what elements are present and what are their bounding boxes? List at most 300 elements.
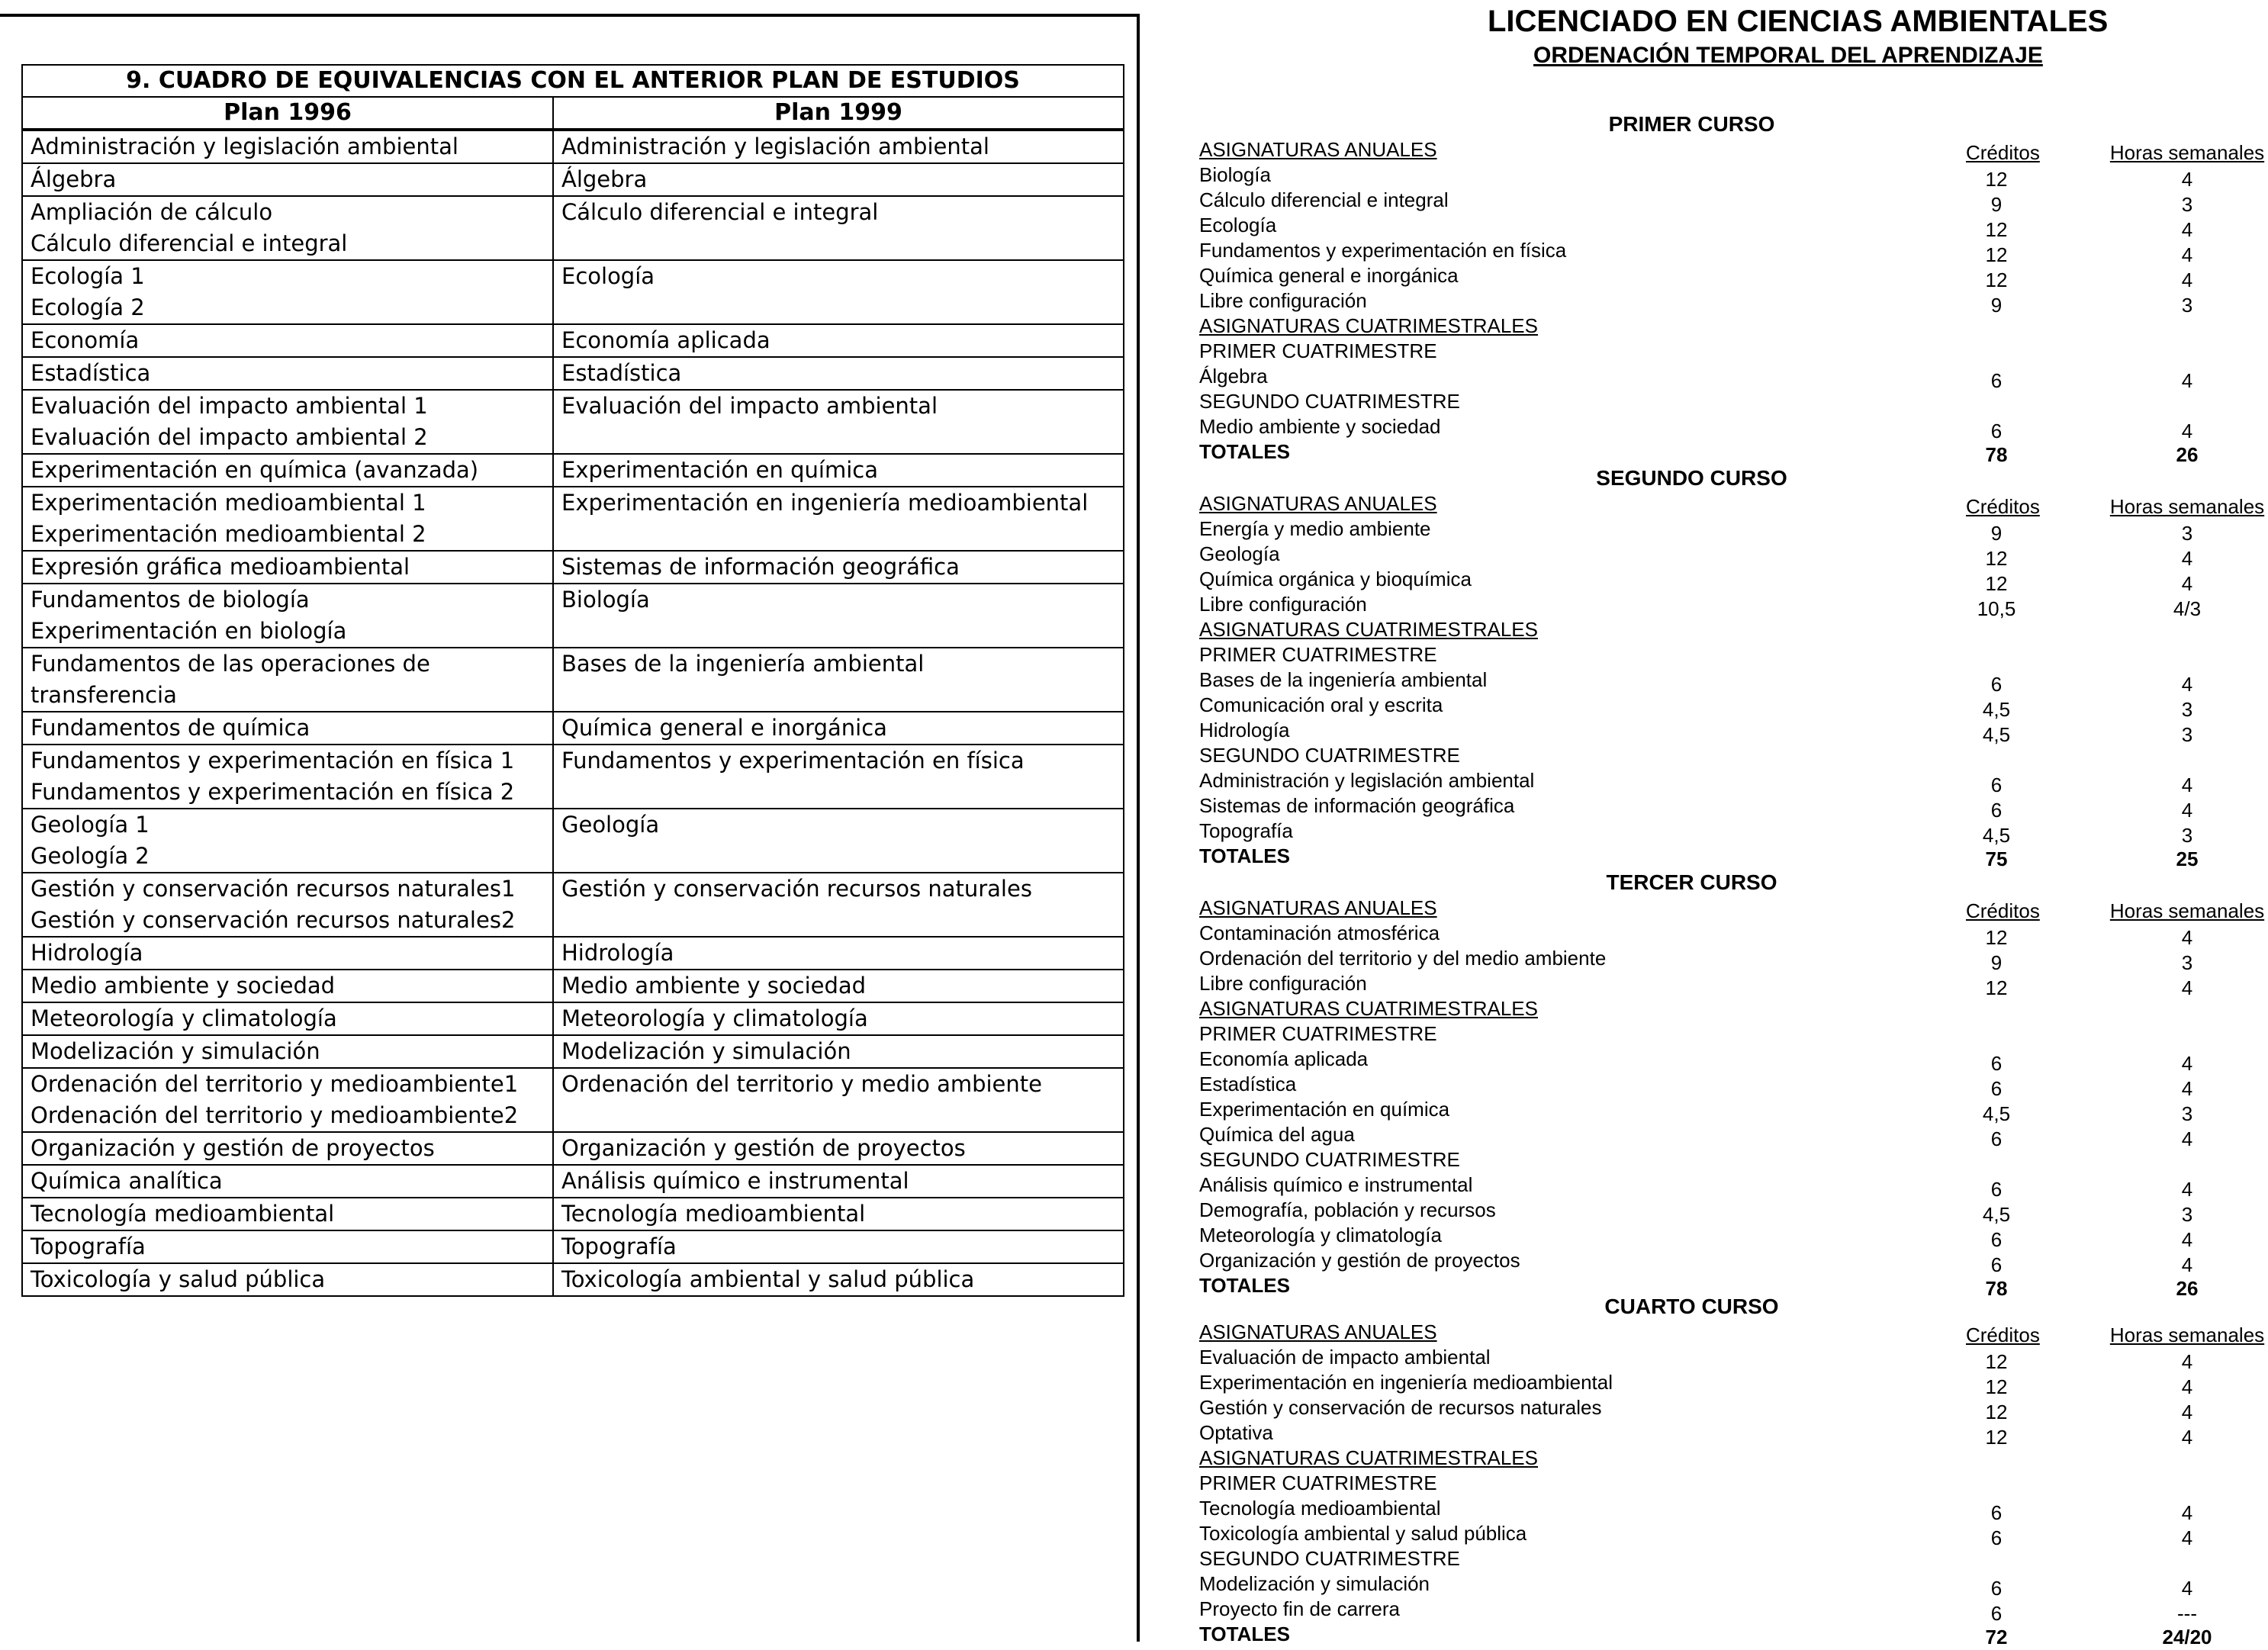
subject-name: Tecnología medioambiental <box>561 1201 866 1227</box>
subject-name: Experimentación medioambiental 1 <box>31 490 426 516</box>
subject-name: ASIGNATURAS ANUALES <box>1199 1320 1437 1343</box>
subject-row <box>1199 288 2268 317</box>
plan-1996-cell <box>22 937 553 970</box>
subject-name: Ecología <box>561 263 655 289</box>
weekly-hours-value: Horas semanales <box>2109 899 2265 922</box>
weekly-hours-value: 4 <box>2181 976 2193 999</box>
weekly-hours-value: 4 <box>2181 799 2193 822</box>
subject-name: Sistemas de información geográfica <box>1199 794 1515 817</box>
subject-name: Cálculo diferencial e integral <box>1199 188 1449 211</box>
plan-1999-cell <box>553 260 1124 324</box>
table-row <box>22 970 1124 1002</box>
subject-name: Modelización y simulación <box>1199 1572 1430 1595</box>
subject-row <box>1199 793 2268 822</box>
subject-name: Comunicación oral y escrita <box>1199 693 1443 716</box>
column-header-row <box>1199 896 2268 921</box>
weekly-hours-value: 4 <box>2181 269 2193 291</box>
subject-name: Economía aplicada <box>1199 1047 1369 1070</box>
table-row <box>22 648 1124 712</box>
subject-name: Topografía <box>31 1233 146 1259</box>
weekly-hours-value: 26 <box>2176 1277 2199 1300</box>
credits-value: 4,5 <box>1982 723 2011 746</box>
credits-value: 6 <box>1990 369 2003 392</box>
subject-row <box>1199 1496 2268 1524</box>
weekly-hours-value: 4 <box>2181 1577 2193 1600</box>
table-row <box>22 390 1124 454</box>
weekly-hours-value: 4/3 <box>2173 597 2202 620</box>
credits-value: 12 <box>1985 1401 2008 1423</box>
weekly-hours-value: 4 <box>2181 1127 2193 1150</box>
course-title: SEGUNDO CURSO <box>1596 466 1787 490</box>
subject-row <box>1199 567 2268 595</box>
subject-name: Ordenación del territorio y medioambiente1 <box>31 1071 519 1097</box>
weekly-hours-value: 4 <box>2181 420 2193 442</box>
subject-name: Energía y medio ambiente <box>1199 517 1431 540</box>
plan-1996-cell <box>22 1068 553 1132</box>
subject-name: Administración y legislación ambiental <box>561 133 989 159</box>
plan-1996-cell <box>22 551 553 584</box>
subject-row <box>1199 946 2268 974</box>
credits-value: 78 <box>1985 443 2008 466</box>
subject-name: TOTALES <box>1199 440 1290 463</box>
plan-1999-cell <box>553 487 1124 551</box>
plan-1996-cell <box>22 970 553 1002</box>
weekly-hours-value: 3 <box>2181 294 2193 317</box>
subject-row <box>1199 162 2268 191</box>
subject-name: Sistemas de información geográfica <box>561 554 960 580</box>
subject-name: Álgebra <box>561 166 648 192</box>
subject-row <box>1199 1248 2268 1276</box>
subject-row <box>1199 1345 2268 1373</box>
subject-name: Evaluación de impacto ambiental <box>1199 1346 1491 1369</box>
weekly-hours-value: 3 <box>2181 522 2193 545</box>
credits-value: Créditos <box>1966 899 2040 922</box>
subject-name: TOTALES <box>1199 1623 1290 1645</box>
subject-name: Meteorología y climatología <box>31 1005 337 1031</box>
subject-name: Toxicología y salud pública <box>31 1266 326 1292</box>
table-row <box>22 809 1124 873</box>
subject-name: Gestión y conservación recursos naturales2 <box>31 907 516 933</box>
subject-name: Optativa <box>1199 1421 1273 1444</box>
credits-value: 6 <box>1990 1077 2003 1100</box>
subject-row <box>1199 1122 2268 1150</box>
weekly-hours-value: 4 <box>2181 774 2193 796</box>
credits-value: 4,5 <box>1982 824 2011 847</box>
subject-name: Fundamentos de las operaciones de <box>31 651 430 677</box>
subject-name: Toxicología ambiental y salud pública <box>561 1266 975 1292</box>
section-heading <box>1199 314 2268 339</box>
credits-value: 10,5 <box>1977 597 2016 620</box>
weekly-hours-value: 4 <box>2181 168 2193 191</box>
subject-name: Organización y gestión de proyectos <box>31 1135 435 1161</box>
credits-value: 6 <box>1990 1052 2003 1075</box>
weekly-hours-value: 4 <box>2181 1178 2193 1201</box>
subject-row <box>1199 592 2268 620</box>
credits-value: 4,5 <box>1982 698 2011 721</box>
table-row <box>22 487 1124 551</box>
credits-value: 6 <box>1990 799 2003 822</box>
weekly-hours-value: 3 <box>2181 698 2193 721</box>
credits-value: Créditos <box>1966 495 2040 518</box>
table-row <box>22 1002 1124 1035</box>
subject-row <box>1199 819 2268 847</box>
course-title: PRIMER CURSO <box>1608 112 1775 136</box>
credits-value: 9 <box>1990 193 2003 216</box>
subject-row <box>1199 1097 2268 1125</box>
subject-name: Meteorología y climatología <box>1199 1224 1442 1246</box>
credits-value: 9 <box>1990 522 2003 545</box>
column-header-plan-1999: Plan 1999 <box>553 97 1124 130</box>
subject-name: Bases de la ingeniería ambiental <box>1199 668 1488 691</box>
table-row <box>22 1230 1124 1263</box>
section-heading <box>1199 996 2268 1021</box>
weekly-hours-value: 4 <box>2181 243 2193 266</box>
subject-row <box>1199 1370 2268 1398</box>
course-title: CUARTO CURSO <box>1604 1295 1779 1318</box>
weekly-hours-value: Horas semanales <box>2109 495 2265 518</box>
plan-1999-cell <box>553 324 1124 357</box>
subject-name: Libre configuración <box>1199 593 1367 616</box>
subject-name: Biología <box>1199 163 1271 186</box>
weekly-hours-value: 3 <box>2181 1203 2193 1226</box>
plan-1999-cell <box>553 970 1124 1002</box>
subject-row <box>1199 1047 2268 1075</box>
subject-name: Fundamentos y experimentación en física 1 <box>31 748 515 774</box>
credits-value: 12 <box>1985 1375 2008 1398</box>
plan-1999-cell <box>553 1165 1124 1198</box>
subject-name: Tecnología medioambiental <box>31 1201 335 1227</box>
credits-value: 12 <box>1985 218 2008 241</box>
credits-value: Créditos <box>1966 1324 2040 1346</box>
credits-value: 12 <box>1985 572 2008 595</box>
plan-1996-cell <box>22 1002 553 1035</box>
subject-name: Gestión y conservación de recursos naturales <box>1199 1396 1602 1419</box>
subject-name: Estadística <box>561 360 682 386</box>
plan-1996-cell <box>22 1132 553 1165</box>
plan-1996-cell <box>22 487 553 551</box>
plan-1996-cell <box>22 260 553 324</box>
table-row <box>22 357 1124 390</box>
plan-1996-cell <box>22 1230 553 1263</box>
plan-1996-cell <box>22 357 553 390</box>
table-row <box>22 454 1124 487</box>
subject-name: Bases de la ingeniería ambiental <box>561 651 925 677</box>
plan-1999-cell <box>553 745 1124 809</box>
subject-name: TOTALES <box>1199 1274 1290 1297</box>
subject-name: Hidrología <box>561 940 674 966</box>
table-row <box>22 1068 1124 1132</box>
subject-name: Análisis químico e instrumental <box>1199 1173 1473 1196</box>
subject-name: Medio ambiente y sociedad <box>31 973 336 999</box>
subject-name: SEGUNDO CUATRIMESTRE <box>1199 744 1460 767</box>
subject-name: Geología 1 <box>31 812 150 838</box>
section-heading <box>1199 1471 2268 1496</box>
subject-name: Geología <box>1199 542 1280 565</box>
plan-1996-cell <box>22 1263 553 1296</box>
subject-name: Fundamentos y experimentación en física <box>561 748 1025 774</box>
table-row <box>22 1263 1124 1296</box>
credits-value: 6 <box>1990 1526 2003 1549</box>
weekly-hours-value: 3 <box>2181 723 2193 746</box>
weekly-hours-value: 3 <box>2181 951 2193 974</box>
weekly-hours-value: 4 <box>2181 1350 2193 1373</box>
weekly-hours-value: 4 <box>2181 369 2193 392</box>
weekly-hours-value: 4 <box>2181 1526 2193 1549</box>
credits-value: 4,5 <box>1982 1102 2011 1125</box>
subject-name: Demografía, población y recursos <box>1199 1198 1496 1221</box>
table-row <box>22 584 1124 648</box>
plan-1999-cell <box>553 163 1124 196</box>
subject-name: Ordenación del territorio y medio ambiente <box>561 1071 1042 1097</box>
credits-value: 75 <box>1985 848 2008 870</box>
credits-value: 12 <box>1985 1350 2008 1373</box>
plan-1996-cell <box>22 1198 553 1230</box>
subject-name: Experimentación en química (avanzada) <box>31 457 479 483</box>
subject-name: PRIMER CUATRIMESTRE <box>1199 339 1437 362</box>
credits-value: 6 <box>1990 774 2003 796</box>
totals-row <box>1199 1622 2268 1647</box>
plan-1996-cell <box>22 1165 553 1198</box>
table-row <box>22 1198 1124 1230</box>
plan-1999-cell <box>553 1002 1124 1035</box>
table-row <box>22 130 1124 163</box>
subject-name: Ordenación del territorio y del medio ambiente <box>1199 947 1607 970</box>
subject-name: Evaluación del impacto ambiental 2 <box>31 424 428 450</box>
subject-name: TOTALES <box>1199 844 1290 867</box>
plan-1999-cell <box>553 551 1124 584</box>
subject-name: Ecología <box>1199 214 1277 236</box>
subject-row <box>1199 768 2268 796</box>
plan-1996-cell <box>22 873 553 937</box>
subject-name: Experimentación en ingeniería medioambiental <box>1199 1371 1613 1394</box>
subject-row <box>1199 667 2268 696</box>
table-row <box>22 937 1124 970</box>
credits-value: 72 <box>1985 1626 2008 1648</box>
weekly-hours-value: 4 <box>2181 1501 2193 1524</box>
plan-1999-cell <box>553 1035 1124 1068</box>
equivalence-table-body <box>22 130 1124 1296</box>
subject-row <box>1199 1198 2268 1226</box>
subject-name: Ampliación de cálculo <box>31 199 273 225</box>
subject-row <box>1199 718 2268 746</box>
subject-row <box>1199 414 2268 442</box>
weekly-hours-value: --- <box>2177 1602 2197 1625</box>
plan-1999-cell <box>553 1068 1124 1132</box>
subject-name: ASIGNATURAS CUATRIMESTRALES <box>1199 314 1538 337</box>
subject-name: Fundamentos de química <box>31 715 310 741</box>
credits-value: 6 <box>1990 420 2003 442</box>
subject-name: SEGUNDO CUATRIMESTRE <box>1199 390 1460 413</box>
credits-value: 6 <box>1990 1577 2003 1600</box>
table-row <box>22 163 1124 196</box>
column-header-row <box>1199 491 2268 516</box>
section-heading <box>1199 1147 2268 1172</box>
credits-value: 6 <box>1990 673 2003 696</box>
table-row <box>22 324 1124 357</box>
subject-name: Ordenación del territorio y medioambiente2 <box>31 1102 519 1128</box>
subject-name: Evaluación del impacto ambiental 1 <box>31 393 428 419</box>
weekly-hours-value: Horas semanales <box>2109 141 2265 164</box>
credits-value: 6 <box>1990 1178 2003 1201</box>
equivalence-table-title: 9. CUADRO DE EQUIVALENCIAS CON EL ANTERIOR PLAN DE ESTUDIOS <box>22 65 1124 97</box>
plan-1996-cell <box>22 454 553 487</box>
subject-name: Economía aplicada <box>561 327 770 353</box>
subject-name: Experimentación en química <box>561 457 878 483</box>
subject-name: PRIMER CUATRIMESTRE <box>1199 643 1437 666</box>
subject-row <box>1199 542 2268 570</box>
subject-name: ASIGNATURAS ANUALES <box>1199 896 1437 919</box>
subject-row <box>1199 263 2268 291</box>
degree-title: LICENCIADO EN CIENCIAS AMBIENTALES <box>1488 5 2109 38</box>
subject-row <box>1199 921 2268 949</box>
credits-value: 12 <box>1985 976 2008 999</box>
credits-value: 12 <box>1985 168 2008 191</box>
weekly-hours-value: 4 <box>2181 1253 2193 1276</box>
plan-1996-cell <box>22 584 553 648</box>
weekly-hours-value: 4 <box>2181 1375 2193 1398</box>
subject-name: Experimentación medioambiental 2 <box>31 521 426 547</box>
subject-name: Tecnología medioambiental <box>1199 1497 1441 1520</box>
subject-row <box>1199 213 2268 241</box>
table-row <box>22 260 1124 324</box>
subject-name: Experimentación en biología <box>31 618 347 644</box>
course-title: TERCER CURSO <box>1606 870 1777 894</box>
subject-name: Contaminación atmosférica <box>1199 921 1440 944</box>
plan-1996-cell <box>22 324 553 357</box>
subject-name: Análisis químico e instrumental <box>561 1168 909 1194</box>
credits-value: 6 <box>1990 1602 2003 1625</box>
subject-name: Topografía <box>1199 819 1293 842</box>
subject-name: PRIMER CUATRIMESTRE <box>1199 1022 1437 1045</box>
subject-name: ASIGNATURAS CUATRIMESTRALES <box>1199 618 1538 641</box>
course-block <box>1199 870 2268 1298</box>
plan-1996-cell <box>22 712 553 745</box>
credits-value: 9 <box>1990 294 2003 317</box>
subject-name: Experimentación en ingeniería medioambiental <box>561 490 1089 516</box>
weekly-hours-value: 4 <box>2181 926 2193 949</box>
weekly-hours-value: 3 <box>2181 193 2193 216</box>
plan-1996-cell <box>22 163 553 196</box>
plan-1999-cell <box>553 1198 1124 1230</box>
table-row <box>22 712 1124 745</box>
credits-value: 4,5 <box>1982 1203 2011 1226</box>
weekly-hours-value: 4 <box>2181 218 2193 241</box>
weekly-hours-value: 4 <box>2181 1077 2193 1100</box>
weekly-hours-value: 25 <box>2176 848 2199 870</box>
plan-1996-cell <box>22 196 553 260</box>
plan-1996-cell <box>22 648 553 712</box>
subject-name: Química general e inorgánica <box>561 715 887 741</box>
credits-value: 6 <box>1990 1127 2003 1150</box>
section-heading <box>1199 1546 2268 1571</box>
subject-name: Ecología 2 <box>31 294 145 320</box>
subject-name: Topografía <box>561 1233 677 1259</box>
subject-name: Expresión gráfica medioambiental <box>31 554 410 580</box>
plan-1999-cell <box>553 454 1124 487</box>
subject-row <box>1199 1172 2268 1201</box>
column-header-plan-1996: Plan 1996 <box>22 97 553 130</box>
totals-row <box>1199 439 2268 465</box>
subject-name: Cálculo diferencial e integral <box>561 199 879 225</box>
course-plan-page <box>1190 0 2268 1648</box>
subject-name: Proyecto fin de carrera <box>1199 1597 1401 1620</box>
subject-row <box>1199 1571 2268 1600</box>
subject-name: Hidrología <box>31 940 143 966</box>
weekly-hours-value: 26 <box>2176 443 2199 466</box>
credits-value: 12 <box>1985 269 2008 291</box>
subject-name: Álgebra <box>1199 365 1268 388</box>
subject-name: Geología 2 <box>31 843 150 869</box>
subject-name: PRIMER CUATRIMESTRE <box>1199 1471 1437 1494</box>
subject-row <box>1199 971 2268 999</box>
table-row <box>22 1035 1124 1068</box>
credits-value: 12 <box>1985 926 2008 949</box>
subject-name: Evaluación del impacto ambiental <box>561 393 938 419</box>
weekly-hours-value: 4 <box>2181 1052 2193 1075</box>
plan-1999-cell <box>553 809 1124 873</box>
subject-name: Fundamentos y experimentación en física 2 <box>31 779 515 805</box>
subject-name: SEGUNDO CUATRIMESTRE <box>1199 1148 1460 1171</box>
subject-name: Experimentación en química <box>1199 1098 1450 1121</box>
subject-name: Geología <box>561 812 660 838</box>
subject-row <box>1199 1420 2268 1449</box>
course-block <box>1199 1294 2268 1647</box>
table-row <box>22 1165 1124 1198</box>
subject-name: Medio ambiente y sociedad <box>561 973 867 999</box>
plan-1999-cell <box>553 1263 1124 1296</box>
section-heading <box>1199 743 2268 768</box>
plan-1996-cell <box>22 1035 553 1068</box>
subject-name: Organización y gestión de proyectos <box>561 1135 966 1161</box>
plan-1999-cell <box>553 1132 1124 1165</box>
credits-value: 12 <box>1985 547 2008 570</box>
weekly-hours-value: 4 <box>2181 1401 2193 1423</box>
subject-row <box>1199 1223 2268 1251</box>
weekly-hours-value: 3 <box>2181 1102 2193 1125</box>
credits-value: 6 <box>1990 1501 2003 1524</box>
subject-name: Administración y legislación ambiental <box>31 133 458 159</box>
plan-1996-cell <box>22 390 553 454</box>
subject-row <box>1199 188 2268 216</box>
plan-1999-cell <box>553 1230 1124 1263</box>
weekly-hours-value: 24/20 <box>2162 1626 2212 1648</box>
table-row <box>22 1132 1124 1165</box>
plan-1999-cell <box>553 390 1124 454</box>
plan-1996-cell <box>22 809 553 873</box>
table-row <box>22 551 1124 584</box>
plan-1999-cell <box>553 648 1124 712</box>
credits-value: 9 <box>1990 951 2003 974</box>
subject-name: Economía <box>31 327 140 353</box>
equivalence-table <box>21 64 1124 1297</box>
subject-row <box>1199 516 2268 545</box>
subject-name: Fundamentos y experimentación en física <box>1199 239 1567 262</box>
subject-name: ASIGNATURAS ANUALES <box>1199 138 1437 161</box>
subject-name: Estadística <box>31 360 151 386</box>
credits-value: 78 <box>1985 1277 2008 1300</box>
subject-row <box>1199 693 2268 721</box>
credits-value: 6 <box>1990 1253 2003 1276</box>
section-heading <box>1199 1021 2268 1047</box>
course-block <box>1199 111 2268 465</box>
subject-row <box>1199 364 2268 392</box>
subject-name: ASIGNATURAS CUATRIMESTRALES <box>1199 997 1538 1020</box>
weekly-hours-value: 3 <box>2181 824 2193 847</box>
plan-1999-cell <box>553 712 1124 745</box>
subject-name: Química orgánica y bioquímica <box>1199 568 1472 590</box>
subject-name: Álgebra <box>31 166 117 192</box>
subject-row <box>1199 238 2268 266</box>
